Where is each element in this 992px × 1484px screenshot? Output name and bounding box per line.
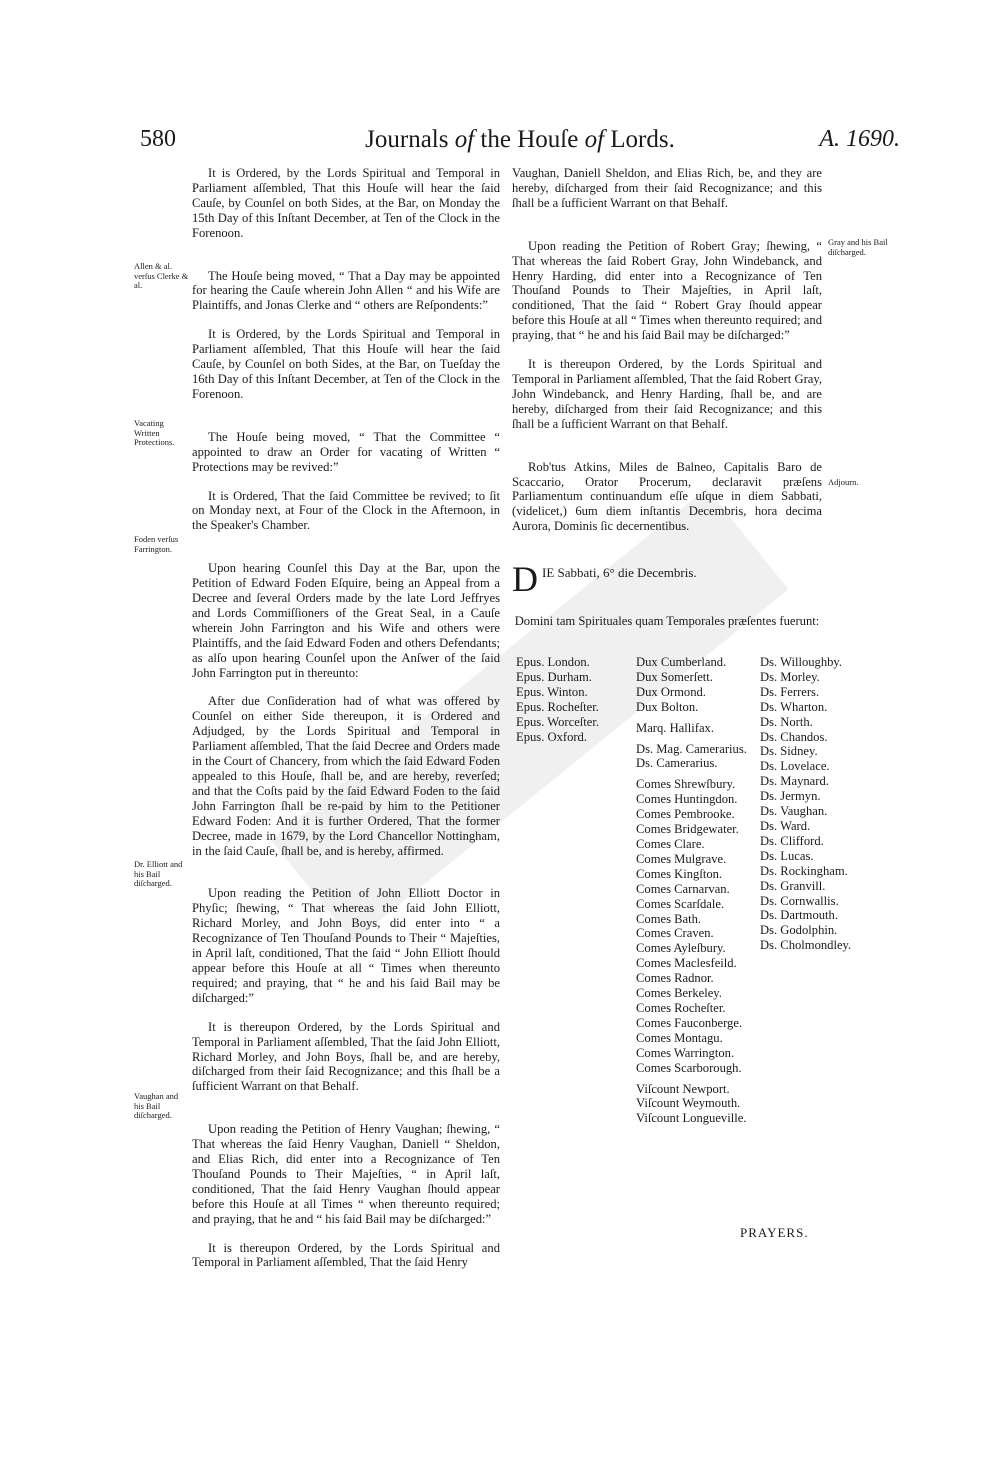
list-item: Comes Montagu.	[636, 1030, 723, 1045]
barons-column	[760, 655, 851, 953]
list-item: Comes Kingſton.	[636, 866, 723, 881]
list-item: Ds. Sidney.	[760, 744, 818, 759]
list-item: Dux Ormond.	[636, 684, 706, 699]
list-item: Viſcount Weymouth.	[636, 1096, 741, 1111]
list-item: Ds. Ward.	[760, 819, 811, 833]
margin-note-vaughan: Vaughan and his Bail diſcharged.	[134, 1091, 179, 1120]
present-heading: Domini tam Spirituales quam Temporales præſentes fuerunt:	[514, 614, 820, 629]
list-item: Ds. Wharton.	[760, 699, 828, 714]
catchword: PRAYERS.	[740, 1225, 809, 1240]
list-item: Ds. Cornwallis.	[760, 893, 839, 908]
list-item: Ds. North.	[760, 714, 813, 729]
paragraph: Upon reading the Petition of Robert Gray; ſhewing, “ That whereas the ſaid Robert Gray, John Windebanck, and Henry Harding, did enter into a Recognizance of Ten Thouſand Pounds to Their Majeſties, in April laſt, conditioned, That the ſaid “ Robert Gray ſhould appear before this Houſe at all “ Times when thereunto required; and praying, that “ he and his ſaid Bail may be diſcharged:”	[512, 238, 822, 343]
list-item: Comes Warrington.	[636, 1045, 735, 1060]
list-item: Comes Bath.	[636, 911, 702, 926]
list-item: Ds. Dartmouth.	[760, 908, 839, 923]
year: A. 1690.	[819, 126, 900, 152]
list-item: Epus. Worceſter.	[516, 714, 600, 729]
list-item: Comes Berkeley.	[636, 986, 722, 1001]
margin-note-foden: Foden verſus Farrington.	[134, 534, 179, 554]
margin-note-vacating: Vacating Written Protections.	[134, 418, 175, 447]
list-item: Ds. Godolphin.	[760, 923, 838, 938]
paragraph: It is thereupon Ordered, by the Lords Spiritual and Temporal in Parliament aſſembled, That the ſaid John Elliott, Richard Morley, and John Boys, ſhall be, and are hereby, diſcharged from their ſaid Recognizance; and this ſhall be a ſufficient Warrant on that Behalf.	[192, 1019, 500, 1094]
list-item: Ds. Granvill.	[760, 878, 826, 893]
list-item: Viſcount Newport.	[636, 1081, 730, 1096]
paragraph: It is Ordered, That the ſaid Committee be revived; to ſit on Monday next, at Four of the Clock in the Afternoon, in the Speaker's Chamber.	[192, 488, 500, 533]
paragraph: After due Conſideration had of what was offered by Counſel on either Side thereupon, it is Ordered and Adjudged, by the Lords Spiritual and Temporal in Parliament aſſembled, That the ſaid Decree and Orders made in the Court of Chancery, from which the ſaid Edward Foden appealed to this Houſe, ſhall be, and are hereby, reverſed; and that the Coſts paid by the ſaid Edward Foden to the ſaid John Farrington ſhall be re-paid by him to the Petitioner Edward Foden: And it is further Ordered, That the former Decree, made in 1679, by the Lord Chancellor Nottingham, in the ſaid Cauſe, ſhall be, and is hereby, affirmed.	[192, 694, 500, 858]
list-item: Comes Craven.	[636, 926, 714, 941]
list-item: Epus. Winton.	[516, 684, 588, 699]
list-item: Comes Carnarvan.	[636, 881, 730, 896]
list-item: Comes Shrewſbury.	[636, 777, 736, 792]
margin-note-allen: Allen & al. verſus Clerke & al.	[134, 261, 189, 290]
list-item: Comes Clare.	[636, 837, 705, 851]
left-column	[192, 166, 500, 1284]
paragraph: It is thereupon Ordered, by the Lords Spiritual and Temporal in Parliament aſſembled, That the ſaid Henry	[192, 1240, 500, 1270]
list-item: Ds. Lucas.	[760, 848, 814, 863]
list-item: Dux Cumberland.	[636, 655, 727, 670]
list-item: Comes Scarborough.	[636, 1060, 742, 1075]
list-item: Ds. Mag. Camerarius.	[636, 741, 747, 756]
page-number: 580	[140, 126, 176, 152]
list-item: Ds. Maynard.	[760, 774, 829, 789]
list-item: Comes Rocheſter.	[636, 1000, 726, 1015]
paragraph: Vaughan, Daniell Sheldon, and Elias Rich, be, and they are hereby, diſcharged from their ſaid Recognizance; and this ſhall be a ſufficient Warrant on that Behalf.	[512, 166, 822, 210]
list-item: Epus. Oxford.	[516, 729, 588, 744]
date-heading	[512, 559, 822, 600]
margin-note-adjourn: Adjourn.	[828, 477, 859, 487]
list-item: Ds. Rockingham.	[760, 863, 848, 878]
list-item: Comes Bridgewater.	[636, 822, 739, 837]
list-item: Marq. Hallifax.	[636, 720, 714, 735]
paragraph: It is Ordered, by the Lords Spiritual and Temporal in Parliament aſſembled, That this Houſe will hear the ſaid Cauſe, by Counſel on both Sides, at the Bar, on Monday the 15th Day of this Inſtant December, at Ten of the Clock in the Forenoon.	[192, 166, 500, 240]
list-item: Ds. Lovelace.	[760, 759, 830, 774]
list-item: Ds. Ferrers.	[760, 684, 820, 699]
list-item: Dux Somerſett.	[636, 669, 713, 684]
list-item: Comes Mulgrave.	[636, 851, 727, 866]
list-item: Ds. Willoughby.	[760, 655, 843, 670]
paragraph: Upon reading the Petition of Henry Vaughan; ſhewing, “ That whereas the ſaid Henry Vaughan, Daniell “ Sheldon, and Elias Rich, did enter into a Recognizance of Ten Thouſand Pounds to Their Majeſties, “ in April laſt, conditioned, That the ſaid Henry Vaughan ſhould appear before this Houſe at all Times “ when thereunto required; and praying, that he and “ his ſaid Bail may be diſcharged:”	[192, 1122, 500, 1226]
list-item: Comes Radnor.	[636, 971, 714, 986]
paragraph: Upon hearing Counſel this Day at the Bar, upon the Petition of Edward Foden Eſquire, being an Appeal from a Decree and ſeveral Orders made by the late Lord Jeffryes and Lords Commiſſioners of the Great Seal, in a Cauſe wherein John Farrington and his Wife and others were Plaintiffs, and the ſaid Edward Foden and others Defendants; as alſo upon hearing Counſel upon the Anſwer of the ſaid John Farrington put in thereunto:	[192, 561, 500, 680]
list-item: Ds. Jermyn.	[760, 789, 821, 804]
list-item: Comes Pembrooke.	[636, 807, 735, 822]
list-item: Ds. Cholmondley.	[760, 938, 852, 953]
list-item: Epus. Durham.	[516, 669, 592, 684]
margin-note-elliott: Dr. Elliott and his Bail diſcharged.	[134, 859, 183, 888]
list-item: Ds. Morley.	[760, 669, 820, 684]
list-item: Ds. Camerarius.	[636, 756, 718, 771]
running-title: Journals of the Houſe of Lords.	[365, 126, 675, 153]
paragraph: Upon reading the Petition of John Elliott Doctor in Phyſic; ſhewing, “ That whereas the ſaid John Elliott, Richard Morley, and John Boys, did enter into “ a Recognizance of Ten Thouſand Pounds to Their “ Majeſties, in April laſt, conditioned, That the ſaid “ John Elliott ſhould appear before this Houſe at all “ Times when thereunto required; and praying, that “ he and his ſaid Bail may be diſcharged:”	[192, 886, 500, 1005]
paragraph: Rob'tus Atkins, Miles de Balneo, Capitalis Baro de Scaccario, Orator Procerum, declaravit præſens Parliamentum continuandum eſſe uſque in diem Sabbati, (videlicet,) 6um diem inſtantis Decembris, hora decima Aurora, Dominis ſic decernentibus.	[512, 459, 822, 534]
list-item: Ds. Clifford.	[760, 833, 824, 848]
drop-capital: D	[512, 559, 538, 600]
list-item: Viſcount Longueville.	[636, 1111, 747, 1126]
list-item: Comes Huntingdon.	[636, 792, 738, 807]
list-item: Comes Fauconberge.	[636, 1015, 743, 1030]
attendance-list	[512, 655, 852, 1215]
list-item: Ds. Chandos.	[760, 729, 828, 744]
date-text: IE Sabbati, 6° die Decembris.	[542, 565, 697, 581]
list-item: Comes Maclesfeild.	[636, 956, 737, 971]
list-item: Comes Scarſdale.	[636, 896, 725, 911]
list-item: Ds. Vaughan.	[760, 804, 828, 819]
margin-note-gray: Gray and his Bail diſcharged.	[828, 237, 888, 257]
paragraph: It is Ordered, by the Lords Spiritual and Temporal in Parliament aſſembled, That this Houſe will hear the ſaid Cauſe, by Counſel on both Sides, at the Bar, on Tueſday the 16th Day of this Inſtant December, at Ten of the Clock in the Forenoon.	[192, 327, 500, 401]
paragraph: It is thereupon Ordered, by the Lords Spiritual and Temporal in Parliament aſſembled, That the ſaid Robert Gray, John Windebanck, and Henry Harding, ſhall be, and are hereby, diſcharged from their ſaid Recognizance; and this ſhall be a ſufficient Warrant on that Behalf.	[512, 357, 822, 431]
paragraph: The Houſe being moved, “ That a Day may be appointed for hearing the Cauſe wherein John Allen “ and his Wife are Plaintiffs, and Jonas Clerke and “ others are Reſpondents:”	[192, 268, 500, 313]
page-header	[140, 126, 900, 166]
bishops-column	[516, 655, 599, 744]
temporal-column	[636, 655, 747, 1126]
list-item: Epus. London.	[516, 655, 590, 670]
paragraph: The Houſe being moved, “ That the Committee “ appointed to draw an Order for vacating of Written “ Protections may be revived:”	[192, 429, 500, 474]
list-item: Dux Bolton.	[636, 699, 699, 714]
list-item: Comes Ayleſbury.	[636, 941, 726, 956]
list-item: Epus. Rocheſter.	[516, 699, 599, 714]
